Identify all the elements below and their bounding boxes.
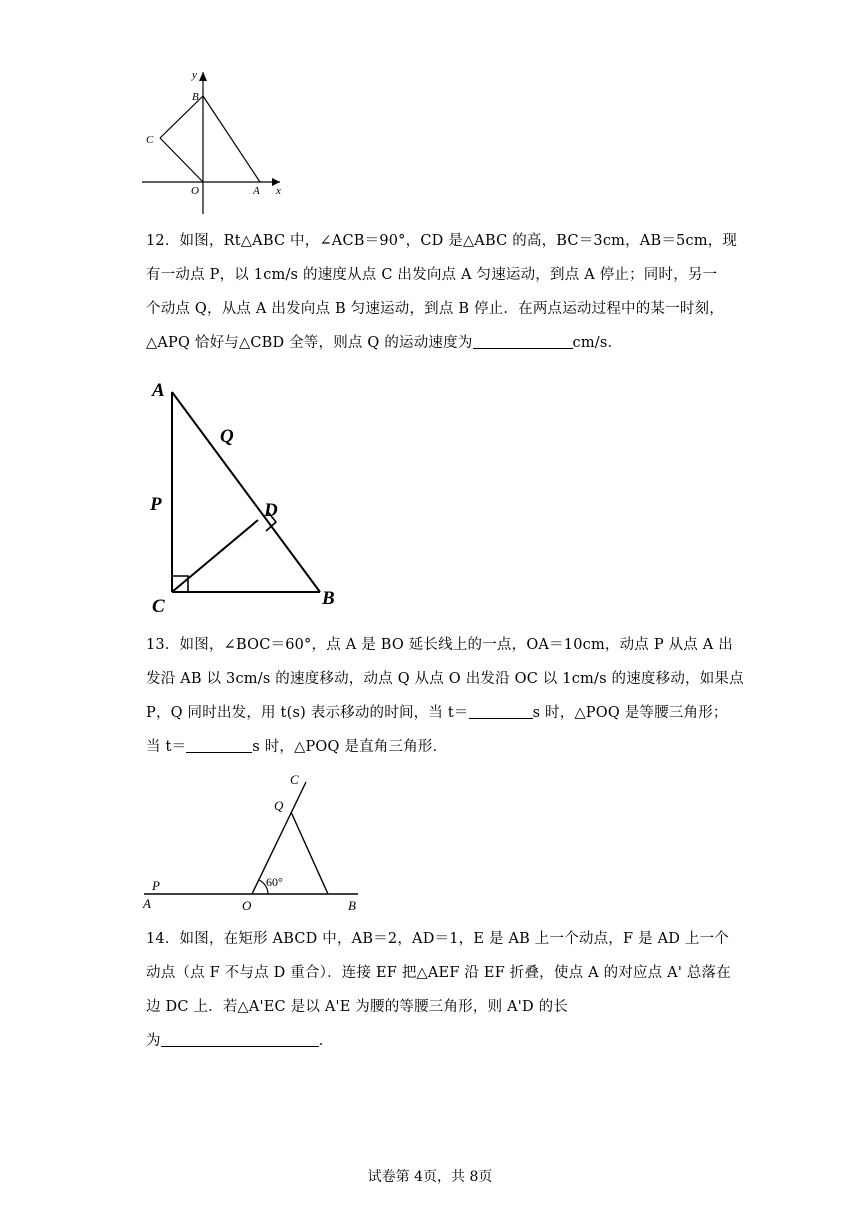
q14-line-1: 14．如图，在矩形 ABCD 中，AB＝2，AD＝1，E 是 AB 上一个动点，F 是 AD 上一个: [146, 931, 729, 947]
label-A: A: [152, 380, 165, 401]
label-O: O: [242, 898, 252, 913]
label-O: O: [191, 185, 199, 197]
q13-line-4-prefix: 当 t＝: [146, 739, 187, 755]
label-B: B: [322, 588, 335, 609]
answer-blank-q12[interactable]: [473, 332, 573, 349]
q13-line-3-prefix: P，Q 同时出发，用 t(s) 表示移动的时间，当 t＝: [146, 705, 469, 721]
q13-line-3-suffix: s 时，△POQ 是等腰三角形；: [532, 705, 728, 721]
answer-blank-q13-isosceles[interactable]: [469, 702, 533, 719]
question-13: [146, 628, 744, 764]
label-angle: 60°: [266, 875, 283, 889]
label-Q: Q: [274, 798, 284, 813]
question-12: [146, 224, 738, 360]
q14-line-4-suffix: ．: [318, 1033, 334, 1049]
q14-line-4-prefix: 为: [146, 1033, 161, 1049]
label-Q: Q: [220, 426, 234, 447]
q14-line-2: 动点（点 F 不与点 D 重合）．连接 EF 把△AEF 沿 EF 折叠，使点 A 的对应点 A' 总落在: [146, 965, 731, 981]
label-A: A: [143, 896, 151, 911]
q12-line-4-prefix: △APQ 恰好与△CBD 全等，则点 Q 的运动速度为: [146, 335, 473, 351]
q13-line-4-suffix: s 时，△POQ 是直角三角形．: [252, 739, 448, 755]
page-footer: 试卷第 4页，共 8页: [367, 1169, 493, 1185]
figure-q12: [140, 370, 350, 620]
answer-blank-q13-right[interactable]: [186, 736, 252, 753]
label-A: A: [253, 185, 260, 197]
q12-line-3: 个动点 Q，从点 A 出发向点 B 匀速运动，到点 B 停止．在两点运动过程中的某一时刻，: [146, 301, 724, 317]
label-y: y: [192, 69, 197, 81]
figure-q13: [138, 768, 368, 916]
label-D: D: [264, 500, 278, 521]
q12-line-1: 12．如图，Rt△ABC 中，∠ACB＝90°，CD 是△ABC 的高，BC＝3cm，AB＝5cm，现: [146, 233, 738, 249]
label-P: P: [152, 878, 160, 893]
label-P: P: [150, 494, 162, 515]
answer-blank-q14[interactable]: [161, 1030, 319, 1047]
label-B: B: [192, 91, 199, 103]
question-14: [146, 922, 731, 1058]
label-C: C: [290, 772, 299, 787]
q13-line-2: 发沿 AB 以 3cm/s 的速度移动，动点 Q 从点 O 出发沿 OC 以 1cm/s 的速度移动，如果点: [146, 671, 744, 687]
label-C: C: [146, 134, 154, 146]
q14-line-4: [146, 1024, 726, 1058]
q13-line-3: [146, 696, 726, 730]
label-x: x: [276, 185, 281, 197]
q12-line-2: 有一动点 P，以 1cm/s 的速度从点 C 出发向点 A 匀速运动，到点 A 停止；同时，另一: [146, 267, 718, 283]
q13-line-1: 13．如图，∠BOC＝60°，点 A 是 BO 延长线上的一点，OA＝10cm，动点 P 从点 A 出: [146, 637, 733, 653]
q12-line-4: [146, 326, 726, 360]
figure-q11: [140, 66, 290, 216]
q12-line-4-suffix: cm/s．: [572, 335, 623, 351]
q13-line-4: [146, 730, 726, 764]
label-C: C: [152, 596, 165, 617]
label-B: B: [348, 898, 356, 913]
q14-line-3: 边 DC 上．若△A'EC 是以 A'E 为腰的等腰三角形，则 A'D 的长: [146, 999, 568, 1015]
